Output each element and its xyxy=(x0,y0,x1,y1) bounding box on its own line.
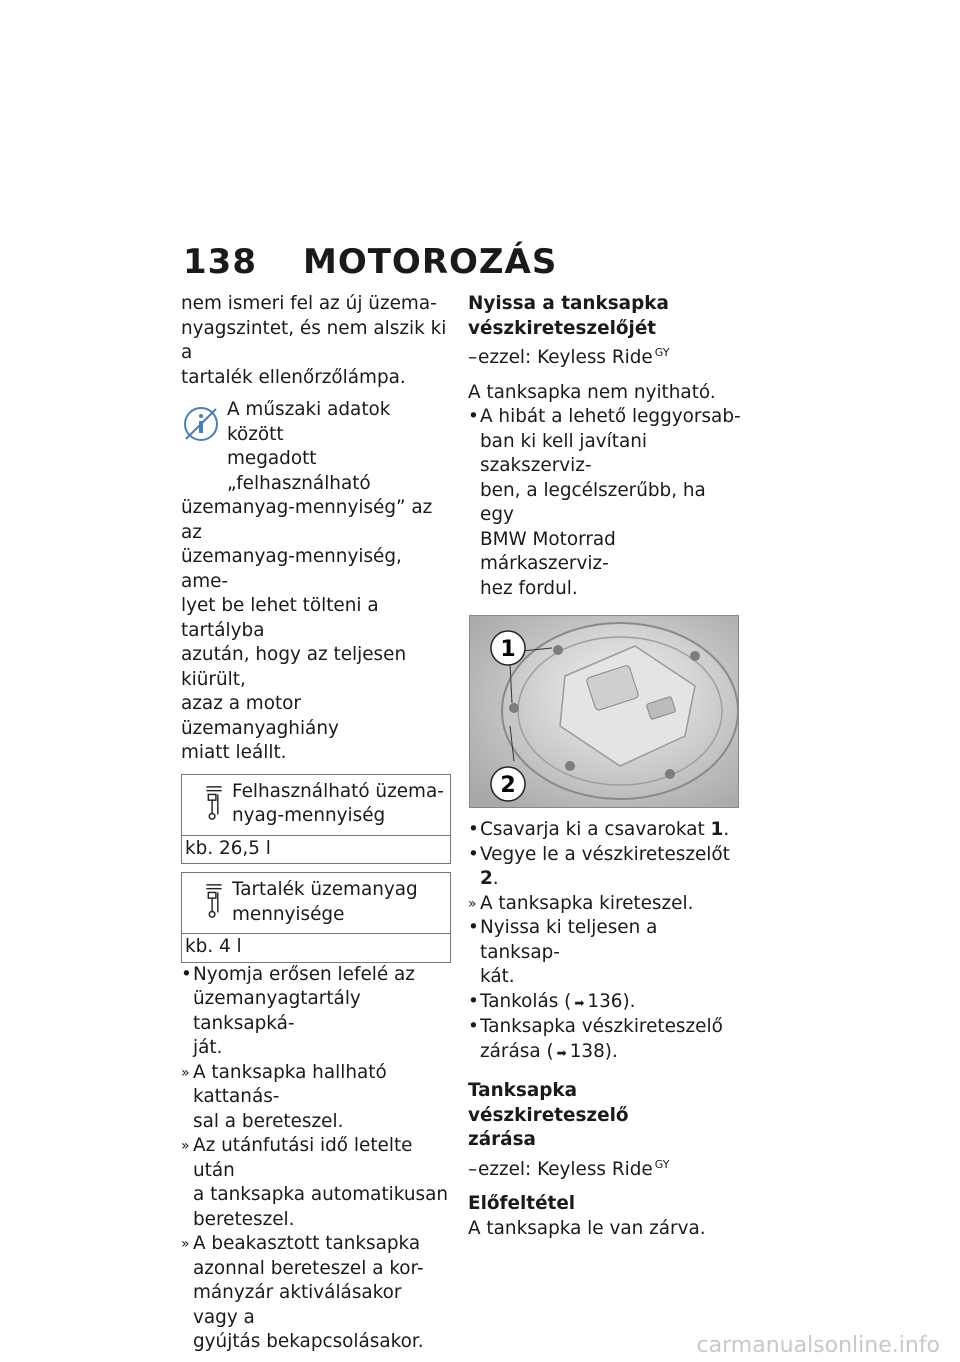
page-ref-link[interactable]: 136). xyxy=(587,990,636,1012)
list-item: • Vegye le a vészkireteszelőt 2. xyxy=(468,843,730,890)
list-item: • Csavarja ki a csavarokat 1. xyxy=(468,819,730,841)
with-text: ezzel: Keyless Ride xyxy=(478,1158,653,1180)
step-line: üzemanyagtartály tanksapká- xyxy=(193,988,361,1034)
result-marker: » xyxy=(181,1138,190,1154)
step-line: ját. xyxy=(193,1037,223,1058)
fuel-cap-illustration xyxy=(470,616,738,807)
section-title: MOTOROZÁS xyxy=(302,242,558,282)
spec-value: kb. 4 l xyxy=(185,936,242,957)
fix-line: ban ki kell javítani szakszerviz- xyxy=(480,430,648,477)
section-heading: vészkireteszelőjét xyxy=(468,317,657,339)
step-line: Nyomja erősen lefelé az xyxy=(193,963,415,985)
result-marker: » xyxy=(181,1236,190,1252)
info-note xyxy=(181,398,451,766)
fix-line: BMW Motorrad márkaszerviz- xyxy=(480,528,616,575)
fix-line: ben, a legcélszerűbb, ha egy xyxy=(480,479,706,526)
spec-label: mennyisége xyxy=(232,903,345,925)
list-item xyxy=(181,1134,451,1232)
list-item: • Nyissa ki teljesen a tanksap- kát. xyxy=(468,916,743,990)
bullet-marker: • xyxy=(181,963,192,985)
page-header xyxy=(183,242,557,282)
left-column xyxy=(181,292,451,1355)
fuel-pump-icon xyxy=(196,882,232,920)
step-line: bereteszel. xyxy=(193,1208,295,1230)
with-sup: GY xyxy=(654,346,670,359)
step-line: A beakasztott tanksapka xyxy=(193,1233,421,1254)
section-heading: Tanksapka vészkireteszelő xyxy=(468,1080,629,1126)
step-line: Az utánfutási idő letelte után xyxy=(193,1135,413,1181)
with-equipment: –ezzel: Keyless Ride $^{GY}$ xyxy=(468,1157,670,1180)
step-line: a tanksapka automatikusan xyxy=(193,1184,449,1205)
info-line: üzemanyag-mennyiség” az az xyxy=(181,497,433,543)
step-line: kát. xyxy=(480,966,515,988)
info-icon xyxy=(181,404,221,444)
right-column xyxy=(468,292,743,1241)
page-ref-link[interactable]: 138). xyxy=(569,1040,618,1062)
with-text: ezzel: Keyless Ride xyxy=(478,347,653,369)
list-item: » A tanksapka kireteszel. xyxy=(468,892,743,917)
with-equipment: –ezzel: Keyless Ride $^{GY}$ xyxy=(468,346,670,369)
fix-line: hez fordul. xyxy=(480,577,578,599)
spec-label: Tartalék üzemanyag xyxy=(232,879,418,900)
step-line: gyújtás bekapcsolásakor. xyxy=(193,1331,424,1352)
step-ref-number: 2 xyxy=(480,868,493,890)
step-line: sal a bereteszel. xyxy=(193,1110,344,1132)
page-ref-arrow-icon: ➡ xyxy=(556,1045,567,1060)
step-line: Nyissa ki teljesen a tanksap- xyxy=(480,917,658,963)
fix-line: A hibát a lehető leggyorsab- xyxy=(480,406,741,428)
step-text: Vegye le a vészkireteszelőt xyxy=(480,843,730,865)
precondition-heading: Előfeltétel xyxy=(468,1193,576,1215)
step-text: A tanksapka kireteszel. xyxy=(480,892,694,914)
step-text: zárása ( xyxy=(480,1040,554,1062)
spec-usable-fuel xyxy=(181,774,451,865)
step-line: Tanksapka vészkireteszelő xyxy=(480,1016,723,1038)
list-item: • Tankolás ( ➡ 136). xyxy=(468,990,636,1012)
page-ref-arrow-icon: ➡ xyxy=(574,995,585,1010)
list-item xyxy=(181,1232,451,1355)
fuel-cap-photo xyxy=(469,615,739,808)
spec-value: kb. 26,5 l xyxy=(185,837,271,859)
cannot-open-text: A tanksapka nem nyitható. xyxy=(468,381,716,403)
precondition-text: A tanksapka le van zárva. xyxy=(468,1217,706,1239)
intro-line: nem ismeri fel az új üzema- xyxy=(181,293,437,314)
step-end: . xyxy=(723,819,730,841)
list-item: • A hibát a lehető leggyorsab- ban ki kell javítani szakszerviz- ben, a legcélszerűbb, ha egy BMW Motorrad márkaszerviz- hez fordul. xyxy=(468,405,743,601)
spec-label: nyag-mennyiség xyxy=(232,805,386,826)
info-line: azután, hogy az teljesen kiürült, xyxy=(181,644,407,690)
page-number: 138 xyxy=(183,242,257,282)
callout-label-1: 1 xyxy=(500,637,516,663)
spec-header xyxy=(182,873,450,934)
section-heading: zárása xyxy=(468,1129,536,1151)
step-text: Csavarja ki a csavarokat xyxy=(480,819,711,841)
list-item xyxy=(181,963,451,1061)
callout-label-2: 2 xyxy=(500,773,516,799)
info-line: miatt leállt. xyxy=(181,742,287,763)
list-item xyxy=(181,1061,451,1135)
info-line: lyet be lehet tölteni a tartályba xyxy=(181,595,379,641)
spec-header xyxy=(182,775,450,836)
info-line: azaz a motor üzemanyaghiány xyxy=(181,693,339,739)
step-end: . xyxy=(492,868,499,890)
info-line: üzemanyag-mennyiség, ame- xyxy=(181,546,402,592)
spec-label: Felhasználható üzema- xyxy=(232,780,444,802)
step-line: azonnal bereteszel a kor- xyxy=(193,1257,424,1279)
step-line: mányzár aktiválásakor vagy a xyxy=(193,1282,402,1328)
step-text[interactable]: Tankolás ( xyxy=(480,990,572,1012)
info-line: megadott „felhasználható xyxy=(227,448,371,494)
fuel-pump-icon xyxy=(196,784,232,822)
info-line: A műszaki adatok között xyxy=(227,399,391,445)
watermark: carmanualsonline.info xyxy=(696,1333,940,1358)
step-ref-number: 1 xyxy=(710,819,724,841)
with-sup: GY xyxy=(654,1157,670,1171)
step-line: A tanksapka hallható kattanás- xyxy=(193,1061,387,1107)
list-item: • Tanksapka vészkireteszelő zárása ( ➡ 138). xyxy=(468,1016,723,1062)
intro-line: tartalék ellenőrzőlámpa. xyxy=(181,366,406,388)
section-heading: Nyissa a tanksapka xyxy=(468,293,669,314)
intro-line: nyagszintet, és nem alszik ki a xyxy=(181,317,447,363)
spec-reserve-fuel xyxy=(181,872,451,963)
result-marker: » xyxy=(181,1064,190,1081)
